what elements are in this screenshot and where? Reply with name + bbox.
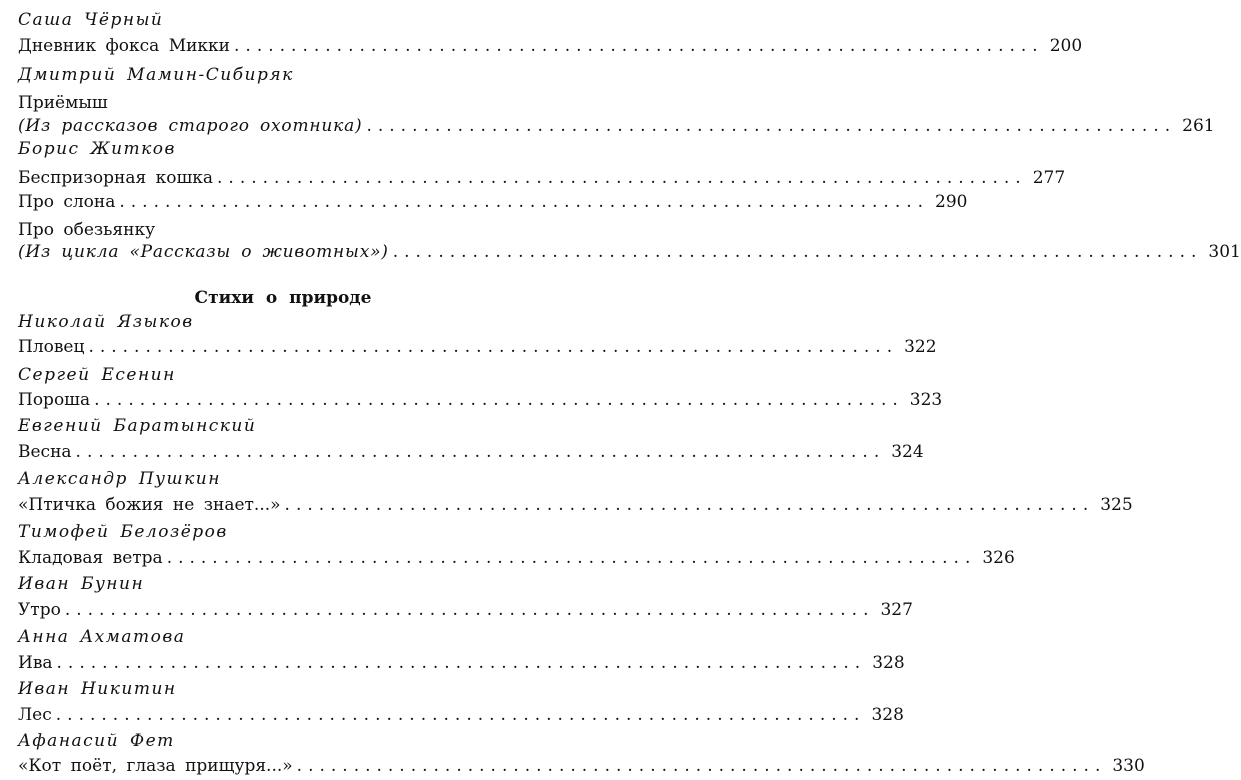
dot-leader: ....................................................................... — [94, 390, 904, 410]
toc-entry-subtitle: (Из рассказов старого охотника) — [18, 116, 363, 136]
toc-author: Дмитрий Мамин-Сибиряк — [18, 65, 294, 85]
dot-leader: ....................................................................... — [55, 705, 866, 725]
toc-author: Иван Бунин — [18, 574, 145, 594]
dot-leader: ....................................................................... — [284, 495, 1095, 515]
toc-author: Борис Житков — [18, 139, 176, 159]
toc-entry — [18, 166, 1066, 190]
toc-author: Евгений Баратынский — [18, 416, 257, 436]
toc-entry-page: 326 — [982, 548, 1015, 568]
toc-entry — [18, 754, 1145, 778]
toc-author: Анна Ахматова — [18, 627, 186, 647]
toc-entry — [18, 240, 1241, 264]
toc-entry-page: 301 — [1208, 242, 1241, 262]
toc-entry-page: 325 — [1100, 495, 1133, 515]
toc-entry — [18, 114, 1215, 138]
toc-entry-page: 200 — [1049, 36, 1083, 56]
toc-entry-title: Про слона — [18, 192, 116, 212]
toc-entry-title: Кладовая ветра — [18, 548, 163, 568]
toc-entry-title: Дневник фокса Микки — [18, 36, 231, 56]
toc-entry — [18, 598, 913, 622]
toc-entry-page: 324 — [891, 442, 924, 462]
toc-entry — [18, 493, 1133, 517]
toc-author: Сергей Есенин — [18, 365, 176, 385]
toc-author: Иван Никитин — [18, 679, 177, 699]
toc-author: Афанасий Фет — [18, 731, 175, 751]
toc-entry-title: Лес — [18, 705, 52, 725]
dot-leader: ....................................................................... — [296, 756, 1107, 776]
toc-entry-page: 327 — [880, 600, 913, 620]
toc-entry-title: Ива — [18, 653, 53, 673]
dot-leader: ....................................................................... — [217, 168, 1027, 188]
toc-entry — [18, 34, 1083, 58]
toc-entry — [18, 546, 1015, 570]
toc-entry — [18, 440, 924, 464]
toc-entry-title: «Кот поёт, глаза прищуря...» — [18, 756, 293, 776]
toc-entry-page: 290 — [935, 192, 968, 212]
toc-entry-title: Беспризорная кошка — [18, 168, 214, 188]
toc-entry-title: Весна — [18, 442, 72, 462]
toc-entry-title: Пловец — [18, 337, 85, 357]
toc-entry-page: 323 — [909, 390, 943, 410]
section-heading: Стихи о природе — [194, 288, 372, 308]
toc-author: Александр Пушкин — [18, 469, 221, 489]
dot-leader: ....................................................................... — [64, 600, 875, 620]
toc-entry — [18, 703, 904, 727]
toc-entry-page: 322 — [904, 337, 937, 357]
dot-leader: ....................................................................... — [119, 192, 930, 212]
toc-entry-title-line: Приёмыш — [18, 93, 108, 113]
toc-entry-title: Пороша — [18, 390, 91, 410]
dot-leader: ....................................................................... — [75, 442, 886, 462]
toc-entry-page: 330 — [1112, 756, 1145, 776]
toc-entry — [18, 335, 937, 359]
dot-leader: ....................................................................... — [88, 337, 899, 357]
dot-leader: ....................................................................... — [392, 242, 1203, 262]
dot-leader: ....................................................................... — [366, 116, 1177, 136]
toc-author: Тимофей Белозёров — [18, 522, 228, 542]
toc-entry-title-line: Про обезьянку — [18, 220, 156, 240]
toc-entry-title: «Птичка божия не знает...» — [18, 495, 281, 515]
toc-entry-page: 277 — [1032, 168, 1066, 188]
toc-entry-page: 261 — [1182, 116, 1215, 136]
toc-entry — [18, 190, 968, 214]
toc-entry — [18, 388, 943, 412]
toc-entry-page: 328 — [871, 705, 904, 725]
toc-entry-title: Утро — [18, 600, 61, 620]
dot-leader: ....................................................................... — [166, 548, 977, 568]
dot-leader: ....................................................................... — [234, 36, 1044, 56]
toc-entry — [18, 651, 905, 675]
toc-author: Саша Чёрный — [18, 10, 164, 30]
dot-leader: ....................................................................... — [56, 653, 867, 673]
toc-entry-page: 328 — [872, 653, 905, 673]
toc-author: Николай Языков — [18, 312, 194, 332]
toc-entry-subtitle: (Из цикла «Рассказы о животных») — [18, 242, 389, 262]
